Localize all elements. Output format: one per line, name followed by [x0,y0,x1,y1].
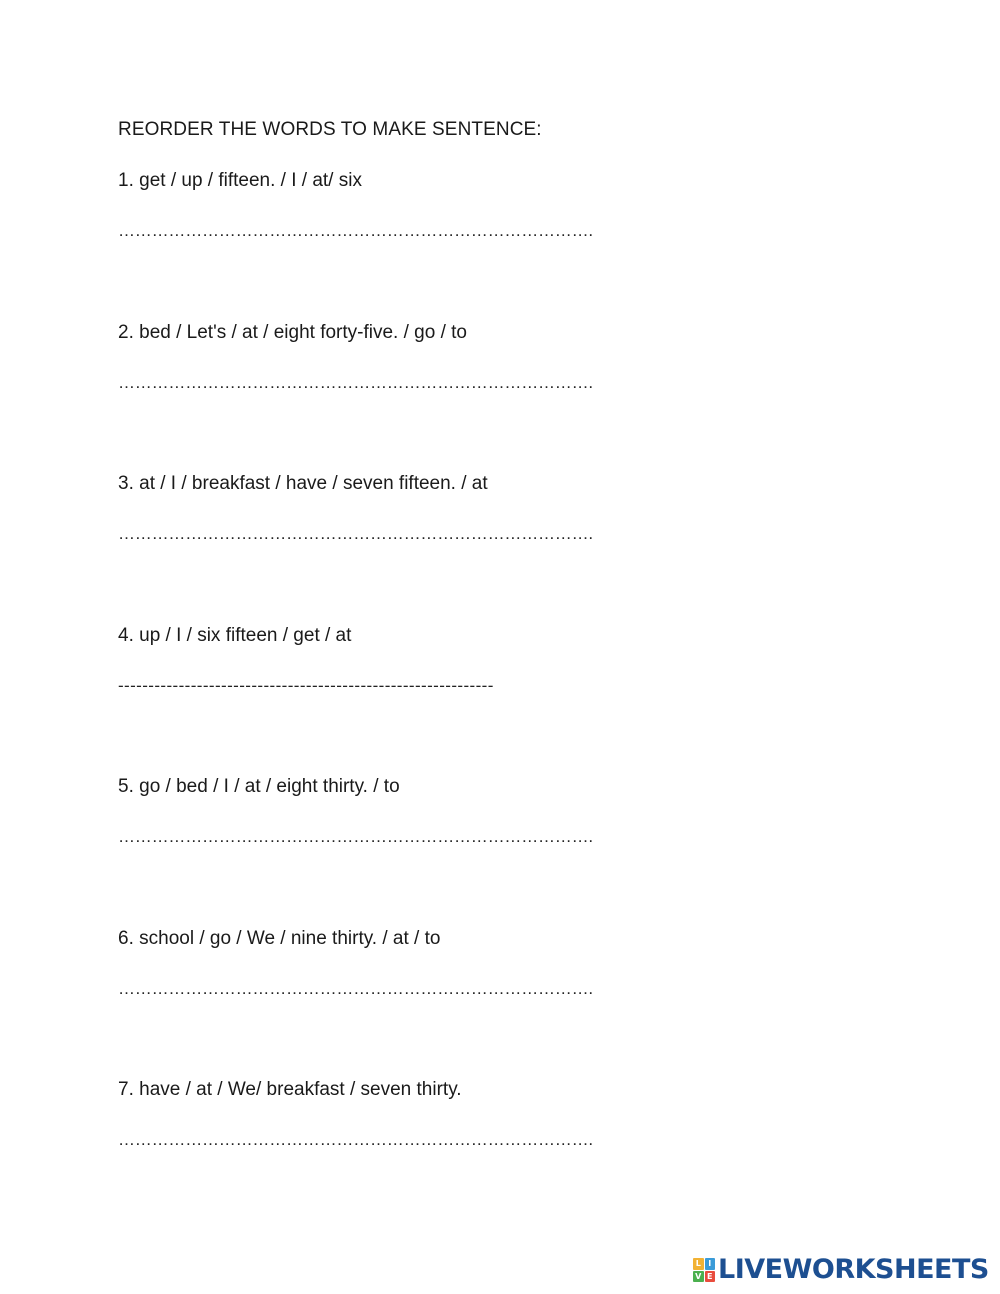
exercise-prompt: 6. school / go / We / nine thirty. / at / to [118,928,441,949]
logo-mark-letter: I [705,1258,716,1270]
answer-line[interactable]: …………………………………………………………………………. [118,979,593,998]
exercise-prompt: 3. at / I / breakfast / have / seven fifteen. / at [118,473,488,494]
answer-line[interactable]: …………………………………………………………………………. [118,1130,593,1149]
answer-line[interactable]: …………………………………………………………………………. [118,524,593,543]
exercise-prompt: 4. up / I / six fifteen / get / at [118,625,352,646]
answer-line[interactable]: …………………………………………………………………………. [118,221,593,240]
exercise-prompt: 7. have / at / We/ breakfast / seven thirty. [118,1079,462,1100]
exercise-prompt: 1. get / up / fifteen. / I / at/ six [118,170,362,191]
worksheet-heading: REORDER THE WORDS TO MAKE SENTENCE: [118,119,542,140]
logo-wordmark: LIVEWORKSHEETS [718,1254,989,1285]
logo-mark-letter: V [693,1271,704,1283]
liveworksheets-mark-icon [693,1258,715,1282]
liveworksheets-logo [693,1256,989,1284]
logo-mark-letter: L [693,1258,704,1270]
answer-line[interactable]: -------------------------------------------------------------- [118,676,494,695]
answer-line[interactable]: …………………………………………………………………………. [118,827,593,846]
logo-mark-letter: E [705,1271,716,1283]
exercise-prompt: 2. bed / Let's / at / eight forty-five. / go / to [118,322,467,343]
exercise-prompt: 5. go / bed / I / at / eight thirty. / to [118,776,400,797]
answer-line[interactable]: …………………………………………………………………………. [118,373,593,392]
